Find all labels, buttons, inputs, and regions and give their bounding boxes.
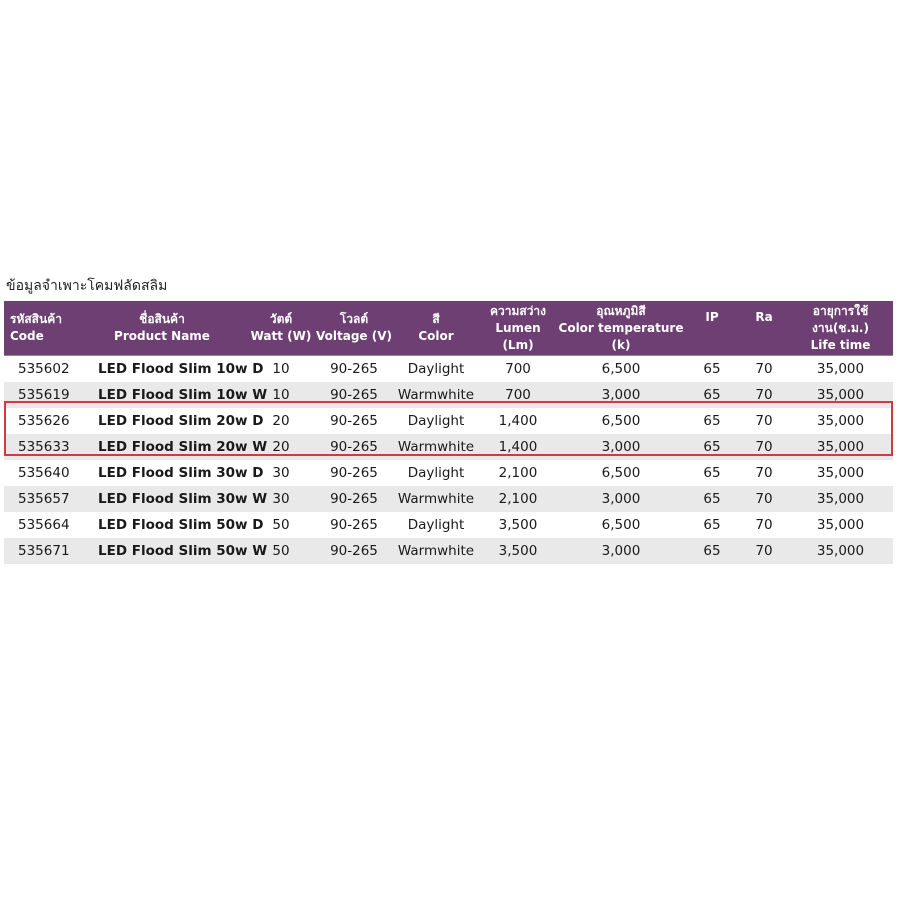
table-row (4, 460, 893, 486)
cell-watt: 20 (248, 434, 314, 460)
cell-voltage: 90-265 (314, 460, 394, 486)
cell-color-temperature: 3,000 (558, 538, 684, 564)
cell-ra: 70 (740, 434, 788, 460)
cell-product-name: LED Flood Slim 10w D (76, 356, 248, 383)
cell-ra: 70 (740, 356, 788, 383)
cell-color: Daylight (394, 460, 478, 486)
cell-ip: 65 (684, 408, 740, 434)
header-row (4, 301, 893, 356)
cell-ra: 70 (740, 382, 788, 408)
section-title: ข้อมูลจำเพาะโคมฟลัดสลิม (6, 278, 168, 294)
cell-watt: 50 (248, 538, 314, 564)
cell-color: Warmwhite (394, 434, 478, 460)
cell-product-name: LED Flood Slim 20w W (76, 434, 248, 460)
cell-product-name: LED Flood Slim 20w D (76, 408, 248, 434)
cell-life-time: 35,000 (788, 538, 893, 564)
cell-color: Daylight (394, 512, 478, 538)
header-watt: วัตต์ Watt (W) (248, 301, 314, 356)
header-color-temperature: อุณหภูมิสี Color temperature (k) (558, 301, 684, 356)
cell-code: 535664 (4, 512, 76, 538)
cell-lumen: 1,400 (478, 408, 558, 434)
cell-ip: 65 (684, 356, 740, 383)
cell-color-temperature: 6,500 (558, 356, 684, 383)
cell-ip: 65 (684, 382, 740, 408)
header-color: สี Color (394, 301, 478, 356)
cell-voltage: 90-265 (314, 486, 394, 512)
cell-voltage: 90-265 (314, 512, 394, 538)
cell-watt: 20 (248, 408, 314, 434)
table-row (4, 382, 893, 408)
cell-code: 535619 (4, 382, 76, 408)
cell-product-name: LED Flood Slim 50w W (76, 538, 248, 564)
cell-voltage: 90-265 (314, 382, 394, 408)
cell-color: Warmwhite (394, 382, 478, 408)
cell-color-temperature: 3,000 (558, 382, 684, 408)
cell-color-temperature: 6,500 (558, 460, 684, 486)
cell-ra: 70 (740, 460, 788, 486)
cell-color-temperature: 3,000 (558, 434, 684, 460)
cell-code: 535657 (4, 486, 76, 512)
cell-code: 535671 (4, 538, 76, 564)
cell-ip: 65 (684, 460, 740, 486)
cell-lumen: 700 (478, 382, 558, 408)
cell-voltage: 90-265 (314, 356, 394, 383)
cell-color-temperature: 6,500 (558, 408, 684, 434)
cell-product-name: LED Flood Slim 10w W (76, 382, 248, 408)
table-row (4, 434, 893, 460)
cell-code: 535640 (4, 460, 76, 486)
cell-watt: 10 (248, 382, 314, 408)
cell-code: 535633 (4, 434, 76, 460)
table-row (4, 408, 893, 434)
cell-life-time: 35,000 (788, 512, 893, 538)
header-code: รหัสสินค้า Code (4, 301, 76, 356)
cell-ip: 65 (684, 434, 740, 460)
cell-voltage: 90-265 (314, 434, 394, 460)
cell-watt: 30 (248, 460, 314, 486)
cell-product-name: LED Flood Slim 30w D (76, 460, 248, 486)
cell-watt: 50 (248, 512, 314, 538)
cell-life-time: 35,000 (788, 434, 893, 460)
cell-lumen: 1,400 (478, 434, 558, 460)
spec-table (4, 301, 893, 564)
header-voltage: โวลต์ Voltage (V) (314, 301, 394, 356)
cell-ra: 70 (740, 538, 788, 564)
cell-ip: 65 (684, 512, 740, 538)
cell-color-temperature: 3,000 (558, 486, 684, 512)
cell-ip: 65 (684, 538, 740, 564)
cell-life-time: 35,000 (788, 408, 893, 434)
cell-code: 535602 (4, 356, 76, 383)
cell-lumen: 2,100 (478, 486, 558, 512)
header-ip: IP (684, 301, 740, 356)
header-product-name: ชื่อสินค้า Product Name (76, 301, 248, 356)
cell-color: Warmwhite (394, 486, 478, 512)
cell-voltage: 90-265 (314, 408, 394, 434)
cell-color: Daylight (394, 356, 478, 383)
cell-life-time: 35,000 (788, 486, 893, 512)
cell-ra: 70 (740, 512, 788, 538)
header-life-time: อายุการใช้งาน(ช.ม.) Life time (788, 301, 893, 356)
cell-product-name: LED Flood Slim 50w D (76, 512, 248, 538)
header-lumen: ความสว่าง Lumen (Lm) (478, 301, 558, 356)
cell-watt: 30 (248, 486, 314, 512)
cell-color: Daylight (394, 408, 478, 434)
cell-life-time: 35,000 (788, 460, 893, 486)
cell-life-time: 35,000 (788, 356, 893, 383)
cell-color: Warmwhite (394, 538, 478, 564)
cell-color-temperature: 6,500 (558, 512, 684, 538)
cell-ra: 70 (740, 408, 788, 434)
table-row (4, 538, 893, 564)
cell-voltage: 90-265 (314, 538, 394, 564)
cell-lumen: 2,100 (478, 460, 558, 486)
cell-code: 535626 (4, 408, 76, 434)
cell-lumen: 700 (478, 356, 558, 383)
cell-product-name: LED Flood Slim 30w W (76, 486, 248, 512)
table-row (4, 512, 893, 538)
cell-life-time: 35,000 (788, 382, 893, 408)
header-ra: Ra (740, 301, 788, 356)
cell-lumen: 3,500 (478, 538, 558, 564)
cell-watt: 10 (248, 356, 314, 383)
cell-ip: 65 (684, 486, 740, 512)
cell-lumen: 3,500 (478, 512, 558, 538)
table-row (4, 356, 893, 383)
cell-ra: 70 (740, 486, 788, 512)
table-row (4, 486, 893, 512)
